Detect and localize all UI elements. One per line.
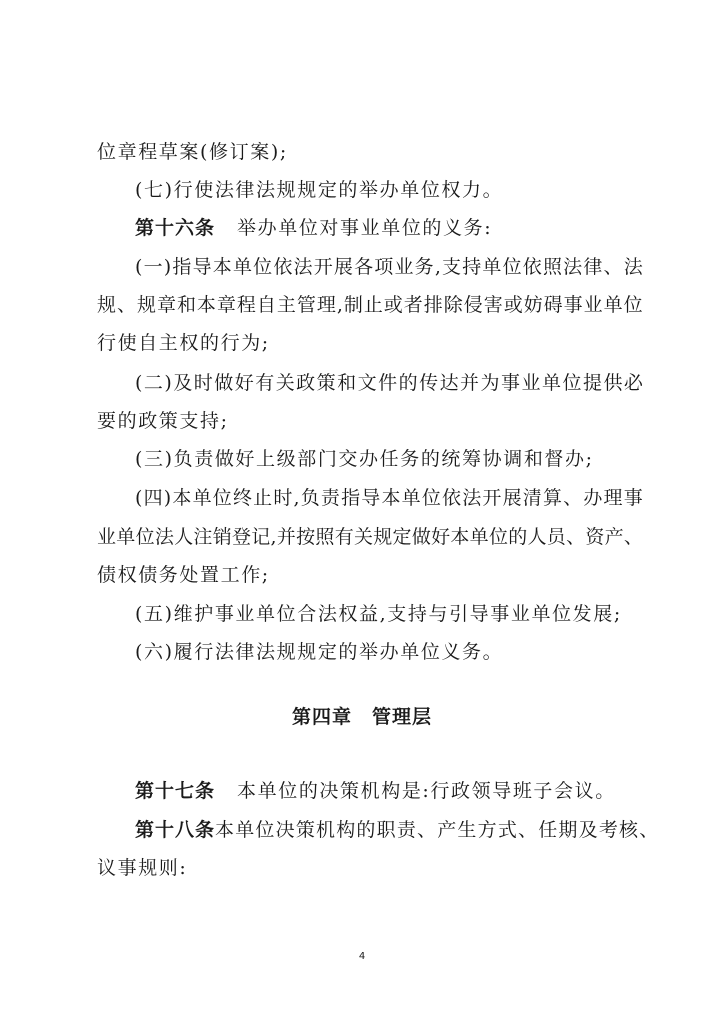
article-16-line — [135, 210, 492, 246]
article-18-label: 第十八条 — [135, 819, 216, 841]
text-line: 位章程草案(修订案); — [97, 141, 288, 163]
text-line: (三)负责做好上级部门交办任务的统筹协调和督办; — [135, 448, 594, 470]
page-number: 4 — [358, 951, 366, 962]
text-line: (七)行使法律法规规定的举办单位权力。 — [135, 179, 504, 201]
text-line: (六)履行法律法规规定的举办单位义务。 — [135, 641, 504, 663]
chapter-heading: 第四章 管理层 — [291, 706, 432, 728]
article-17-label: 第十七条 — [135, 780, 216, 802]
text-line: 行使自主权的行为; — [97, 332, 270, 354]
text-line: ( 四 ) 本 单 位 终 止 时 , 负 责 指 导 本 单 位 依 法 开 展 清 算 、 办 理 事 — [135, 487, 643, 509]
text-line: 规 、 规 章 和 本 章 程 自 主 管 理 , 制 止 或 者 排 除 侵 害 或 妨 碍 事 业 单 位 — [97, 294, 643, 316]
article-17-line — [135, 773, 616, 809]
article-17-text: 本单位的决策机构是:行政领导班子会议。 — [237, 780, 616, 802]
text-line: ( 二 ) 及 时 做 好 有 关 政 策 和 文 件 的 传 达 并 为 事 业 单 位 提 供 必 — [135, 372, 643, 394]
article-18-line — [135, 812, 660, 848]
article-16-text: 举办单位对事业单位的义务: — [237, 217, 493, 239]
text-line: 业 单 位 法 人 注 销 登 记 , 并 按 照 有 关 规 定 做 好 本 单 位 的 人 员 、 资 产 、 — [97, 526, 643, 548]
text-line: 要的政策支持; — [97, 410, 229, 432]
text-line: 债权债务处置工作; — [97, 564, 270, 586]
text-line: (五)维护事业单位合法权益,支持与引导事业单位发展; — [135, 603, 622, 625]
article-18-text: 本单位决策机构的职责、产生方式、任期及考核、 — [215, 819, 660, 841]
text-line: 议事规则: — [97, 857, 188, 879]
article-16-label: 第十六条 — [135, 217, 216, 239]
text-line: ( 一 ) 指 导 本 单 位 依 法 开 展 各 项 业 务 , 支 持 单 位 依 照 法 律 、 法 — [135, 256, 643, 278]
